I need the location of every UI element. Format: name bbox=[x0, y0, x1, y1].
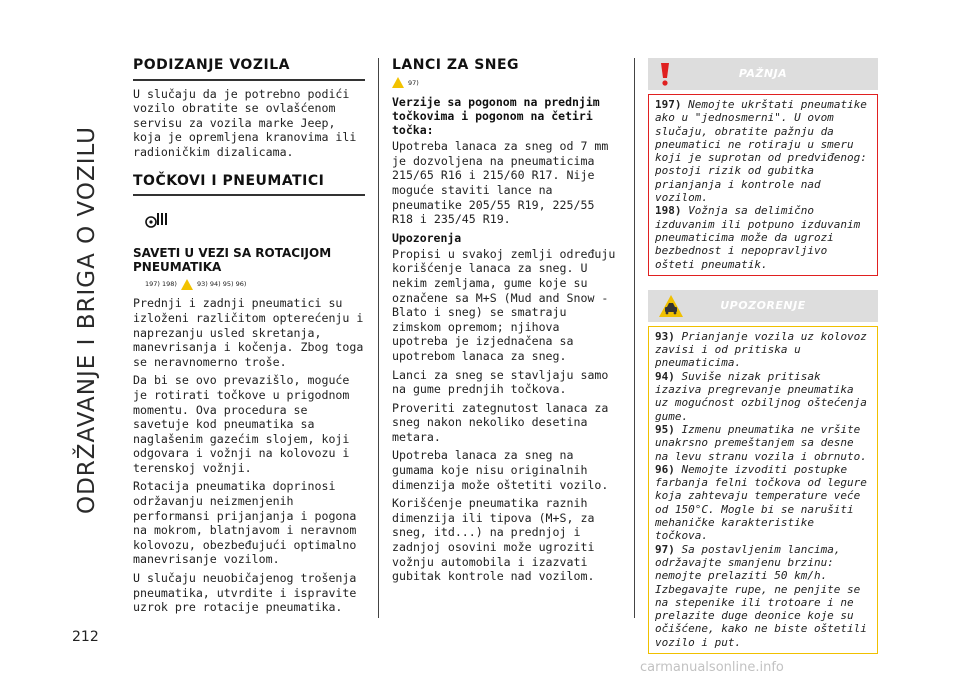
caution-box-body bbox=[648, 326, 878, 654]
paragraph: Proveriti zategnutost lanaca za sneg nakon nekoliko desetina metara. bbox=[392, 400, 609, 444]
caution-refs: 97) bbox=[408, 78, 419, 87]
column-3 bbox=[648, 58, 878, 654]
column-divider bbox=[634, 58, 635, 618]
warning-item: 198) Vožnja sa delimično izduvanim ili potpuno izduvanim pneumaticima može da ugrozi bezbednost i nepopravljivo ošteti pneumatik. bbox=[655, 204, 861, 271]
warning-item: 197) Nemojte ukrštati pneumatike ako u "jednosmerni". U ovom slučaju, obratite pažnju da pneumatici ne rotiraju u smeru koji je suprotan od predviđenog: postoji rizik od gubitka prianjanja i kontrole nad vozilom. bbox=[655, 98, 867, 205]
warning-box-title: PAŽNJA bbox=[738, 66, 788, 80]
subheading-versions: Verzije sa pogonom na prednjim točkovima i pogonom na četiri točka: bbox=[392, 95, 600, 138]
chapter-side-title-text: ODRŽAVANJE I BRIGA O VOZILU bbox=[74, 125, 100, 515]
heading-snow-chains: LANCI ZA SNEG bbox=[392, 57, 520, 73]
page-number: 212 bbox=[72, 629, 99, 645]
paragraph: Upotreba lanaca za sneg od 7 mm je dozvoljena na pneumaticima 215/65 R16 i 215/60 R17. Nije moguće staviti lance na pneumatike 205/55 R19, 225/55 R18 i 235/45 R19. bbox=[392, 139, 609, 227]
chapter-side-title bbox=[62, 40, 112, 600]
caution-item: 93) Prianjanje vozila uz kolovoz zavisi i od pritiska u pneumaticima. bbox=[655, 329, 867, 370]
paragraph: Da bi se ovo prevazišlo, moguće je rotirati točkove u prigodnom momentu. Ova procedura se savetuje kod pneumatika sa naglašenim gazećim slojem, koji odgovara i vožnji na kolovozu i terenskoj vožnji. bbox=[133, 373, 350, 475]
column-2 bbox=[392, 58, 620, 588]
caution-triangle-icon bbox=[181, 279, 193, 290]
caution-triangle-icon bbox=[392, 77, 404, 88]
warning-box-body bbox=[648, 94, 878, 276]
paragraph: Upotreba lanaca za sneg na gumama koje nisu originalnih dimenzija može oštetiti vozilo. bbox=[392, 448, 609, 492]
warning-refs: 197) 198) bbox=[145, 279, 177, 288]
caution-item: 95) Izmenu pneumatika ne vršite unakrsno premeštanjem sa desne na levu stranu vozila i obrnuto. bbox=[655, 422, 867, 463]
caution-item: 94) Suviše nizak pritisak izaziva pregrevanje pneumatika uz mogućnost ozbiljnog oštećenja gume. bbox=[655, 369, 867, 423]
caution-refs: 93) 94) 95) 96) bbox=[196, 279, 247, 288]
heading-wheels: TOČKOVI I PNEUMATICI bbox=[133, 174, 365, 197]
paragraph: U slučaju neuobičajenog trošenja pneumatika, utvrdite i ispravite uzrok pre rotacije pneumatika. bbox=[133, 571, 357, 615]
tire-icon bbox=[143, 210, 171, 230]
column-1 bbox=[133, 58, 365, 619]
paragraph: Prednji i zadnji pneumatici su izloženi različitom opterećenju i naprezanju usled skretanja, manevrisanja i kočenja. Zbog toga se neravnomerno troše. bbox=[133, 296, 364, 369]
warning-box-header bbox=[648, 58, 878, 90]
watermark: carmanualsonline.info bbox=[640, 660, 784, 675]
heading-lifting: PODIZANJE VOZILA bbox=[133, 58, 365, 81]
subheading-warnings: Upozorenja bbox=[392, 230, 462, 245]
paragraph: Rotacija pneumatika doprinosi održavanju neizmenjenih performansi prijanjanja i pogona na mokrom, blatnjavom i neravnom kolovozu, obezbeđujući optimalno manevrisanje vozilom. bbox=[133, 479, 357, 567]
paragraph: Korišćenje pneumatika raznih dimenzija ili tipova (M+S, za sneg, itd...) na prednjoj i zadnjoj osovini može ugroziti vožnju automobila i izazvati gubitak kontrole nad vozilom. bbox=[392, 496, 595, 584]
column-divider bbox=[378, 58, 379, 618]
paragraph: Lanci za sneg se stavljaju samo na gume prednjih točkova. bbox=[392, 367, 609, 397]
heading-rotation-advice: SAVETI U VEZI SA ROTACIJOM PNEUMATIKA bbox=[133, 245, 332, 274]
caution-item: 96) Nemojte izvoditi postupke farbanja felni točkova od legure koja zahtevaju temperature veće od 150°C. Mogle bi se narušiti mehaničke karakteristike točkova. bbox=[655, 462, 867, 543]
caution-box-header bbox=[648, 290, 878, 322]
caution-box-title: UPOZORENJE bbox=[720, 298, 806, 312]
reference-row bbox=[392, 76, 620, 91]
paragraph-lifting: U slučaju da je potrebno podići vozilo obratite se ovlašćenom servisu za vozila marke Jeep, koja je opremljena kranovima ili radioničkim dizalicama. bbox=[133, 86, 357, 159]
reference-row bbox=[145, 277, 365, 292]
caution-item: 97) Sa postavljenim lancima, održavajte smanjenu brzinu: nemojte prelaziti 50 km/h. Izbegavajte rupe, ne penjite se na stepenike ili trotoare i ne prelazite duge deonice koje su očišćene, kako ne biste oštetili vozilo i put. bbox=[655, 542, 867, 649]
paragraph: Propisi u svakoj zemlji određuju korišćenje lanaca za sneg. U nekim zemljama, gume koje su označene sa M+S (Mud and Snow - Blato i sneg) se smatraju zimskom opremom; njihova upotreba je izjednačena sa upotrebom lanaca za sneg. bbox=[392, 246, 616, 363]
